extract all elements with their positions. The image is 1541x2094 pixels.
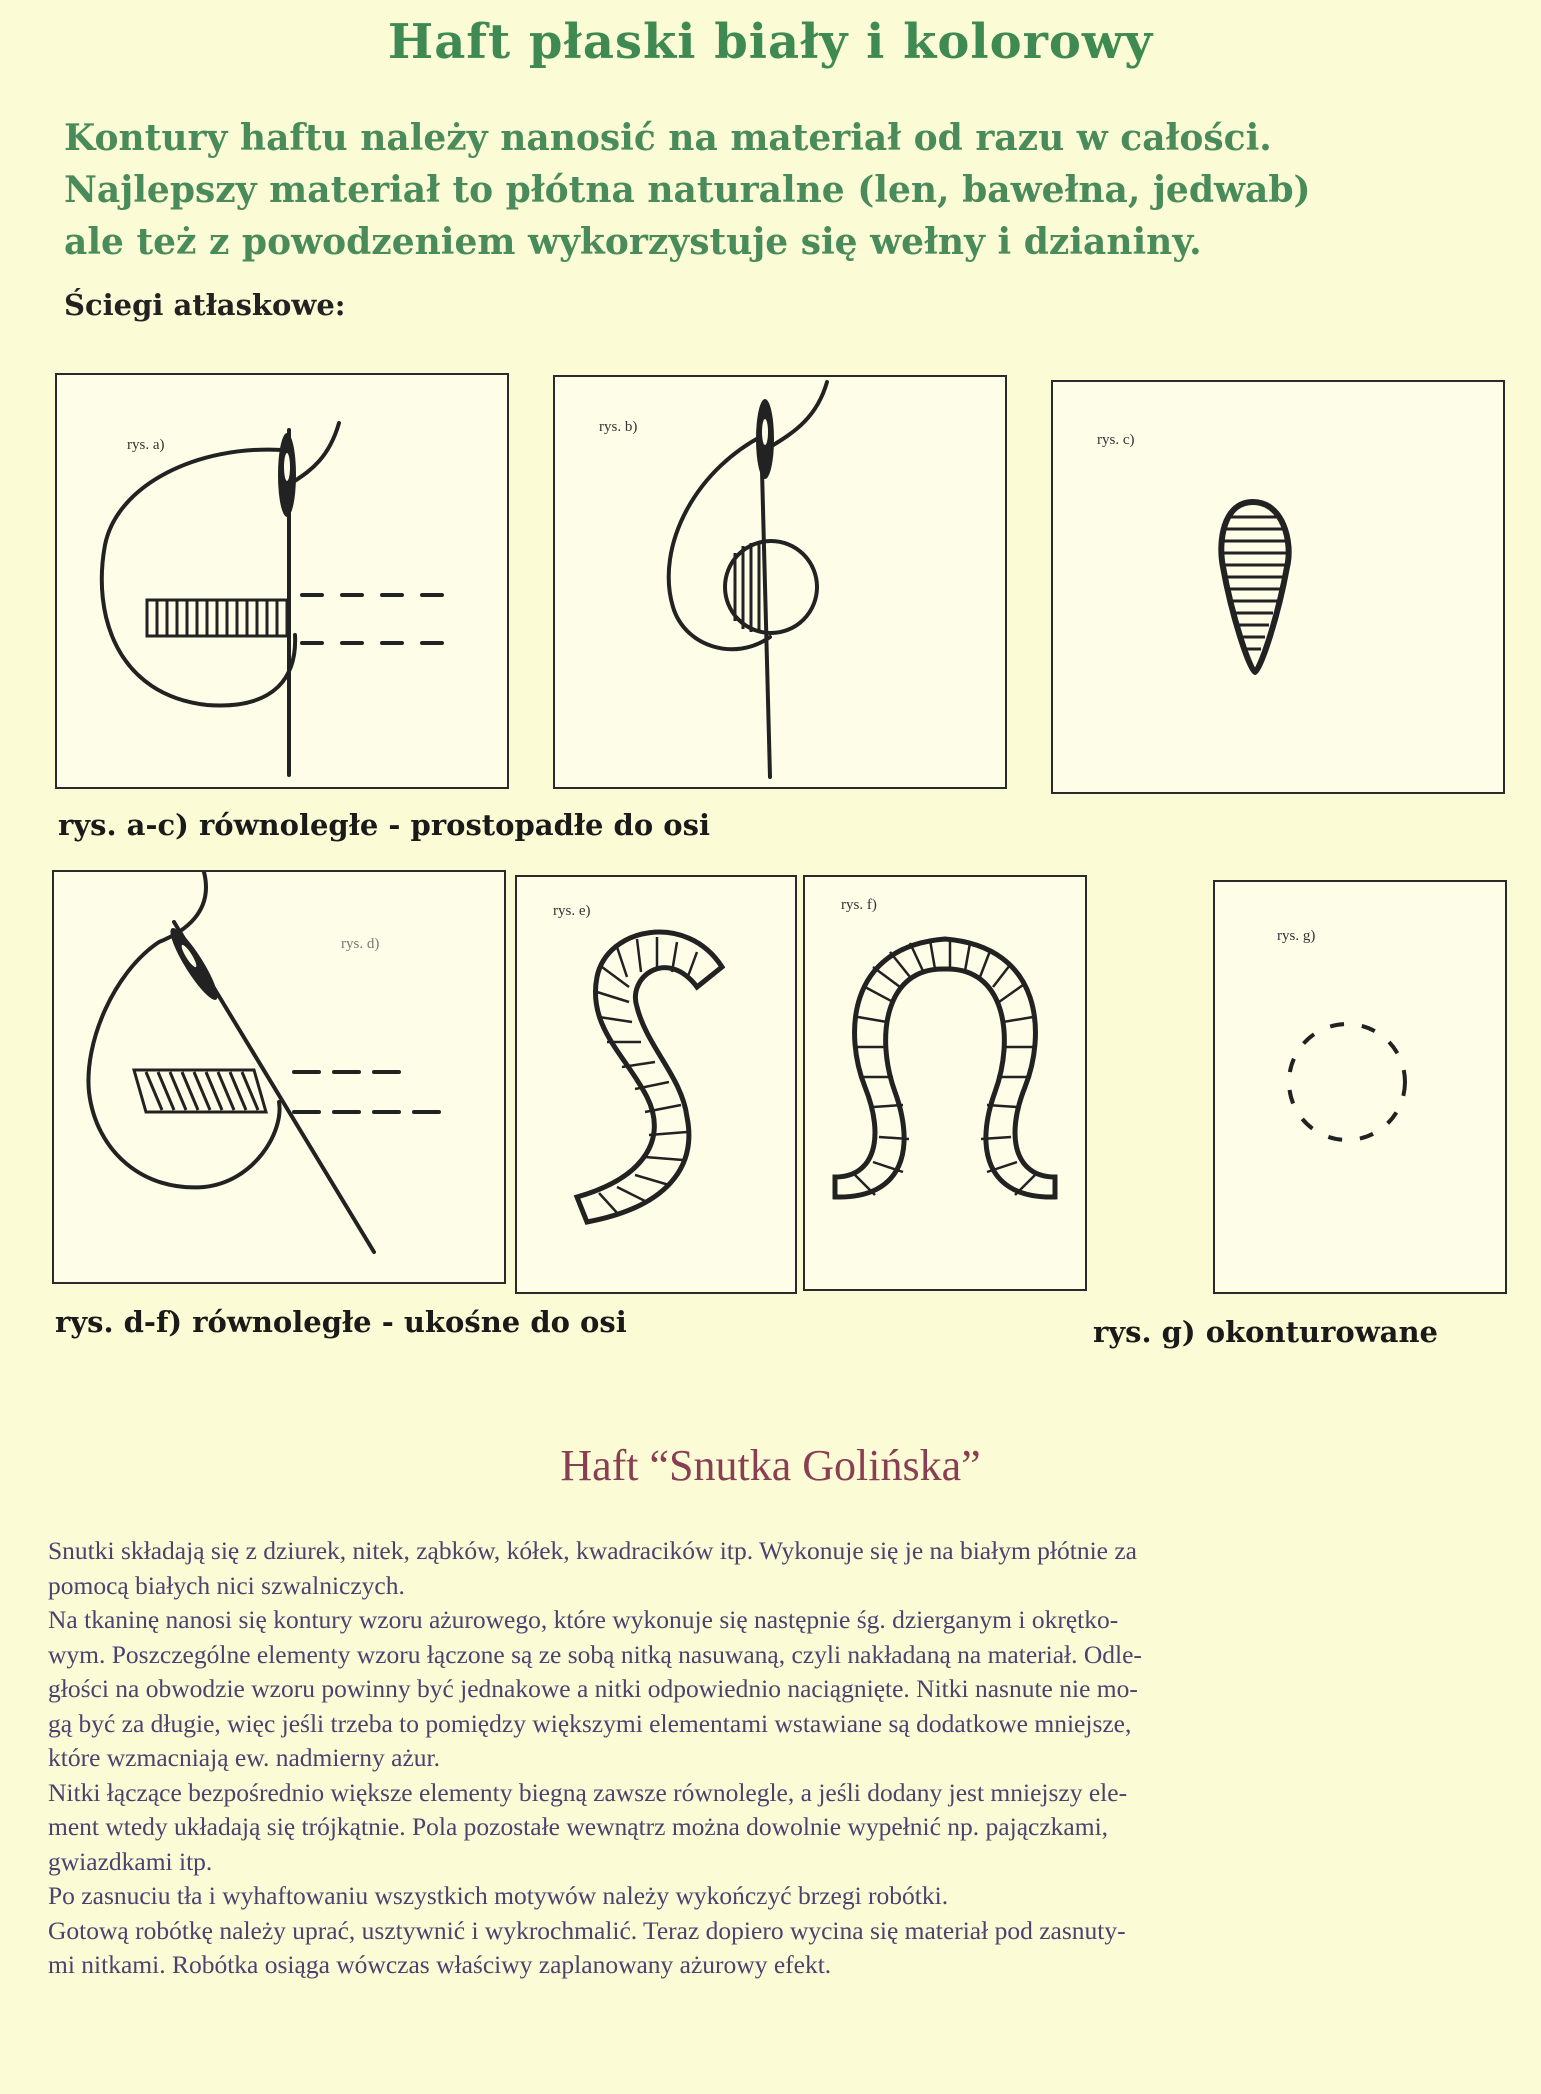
body-line: gwiazdkami itp. [48, 1846, 213, 1876]
body-line: Po zasnuciu tła i wyhaftowaniu wszystkich motywów należy wykończyć brzegi robótki. [48, 1881, 949, 1910]
figure-d-panel [52, 870, 506, 1284]
section-title: Haft “Snutka Golińska” [560, 1441, 981, 1490]
body-line: mi nitkami. Robótka osiąga wówczas właściwy zaplanowany ażurowy efekt. [48, 1950, 832, 1979]
omega-shape-stitch-illustration [805, 877, 1085, 1289]
body-line: Snutki składają się z dziurek, nitek, ząbków, kółek, kwadracików itp. Wykonuje się je na białym płótnie za [48, 1536, 1138, 1565]
body-text [48, 1534, 1496, 1983]
intro-line: Kontury haftu należy nanosić na materiał od razu w całości. [64, 117, 1272, 159]
figure-b-panel [553, 375, 1007, 789]
intro-text [64, 112, 1504, 268]
figure-g-panel [1213, 880, 1507, 1294]
body-line: gą być za długie, więc jeśli trzeba to pomiędzy większymi elementami wstawiane są dodatkowe mniejsze, [48, 1708, 1132, 1738]
figure-f-panel [803, 875, 1087, 1291]
figure-a-label: rys. a) [127, 437, 165, 453]
figure-d-label: rys. d) [341, 936, 380, 952]
dashed-circle-outline-illustration [1215, 882, 1505, 1292]
body-line: Nitki łączące bezpośrednio większe elementy biegną zawsze równolegle, a jeśli dodany jest mniejszy ele- [48, 1777, 1128, 1807]
figure-f-label: rys. f) [841, 897, 877, 913]
body-line: głości na obwodzie wzoru powinny być jednakowe a nitki odpowiednio naciągnięte. Nitki nasnute nie mo- [48, 1674, 1138, 1703]
figure-e-label: rys. e) [553, 903, 591, 919]
body-line: Gotową robótkę należy uprać, usztywnić i wykrochmalić. Teraz dopiero wycina się materiał pod zasnuty- [48, 1915, 1126, 1945]
body-line: które wzmacniają ew. nadmierny ażur. [48, 1743, 441, 1772]
body-line: Na tkaninę nanosi się kontury wzoru ażurowego, które wykonuje się następnie śg. dzierganym i okrętko- [48, 1605, 1119, 1634]
figure-e-panel [515, 875, 797, 1294]
figure-c-label: rys. c) [1097, 432, 1135, 448]
caption-d-f: rys. d-f) równoległe - ukośne do osi [55, 1305, 627, 1339]
needle-circle-stitch-illustration [555, 377, 1005, 787]
body-line: wym. Poszczególne elementy wzoru łączone są ze sobą nitką nasuwaną, czyli nakładaną na materiał. Odle- [48, 1639, 1142, 1669]
figure-c-panel [1051, 380, 1505, 794]
s-shape-stitch-illustration [517, 877, 795, 1292]
intro-line: Najlepszy materiał to płótna naturalne (len, bawełna, jedwab) [64, 169, 1311, 211]
subheading: Ściegi atłaskowe: [64, 288, 346, 322]
body-line: ment wtedy układają się trójkątnie. Pola pozostałe wewnątrz można dowolnie wypełnić np. pajączkami, [48, 1812, 1109, 1841]
intro-line: ale też z powodzeniem wykorzystuje się wełny i dzianiny. [64, 221, 1202, 263]
figure-g-label: rys. g) [1277, 928, 1316, 944]
caption-a-c: rys. a-c) równoległe - prostopadłe do osi [58, 808, 710, 842]
needle-straight-stitch-illustration [57, 375, 507, 787]
teardrop-stitch-illustration [1053, 382, 1503, 792]
page-title: Haft płaski biały i kolorowy [387, 14, 1154, 70]
body-line: pomocą białych nici szwalniczych. [48, 1570, 405, 1600]
needle-diagonal-stitch-illustration [54, 872, 504, 1282]
caption-g: rys. g) okonturowane [1093, 1315, 1438, 1349]
figure-b-label: rys. b) [599, 419, 638, 435]
figure-a-panel [55, 373, 509, 789]
